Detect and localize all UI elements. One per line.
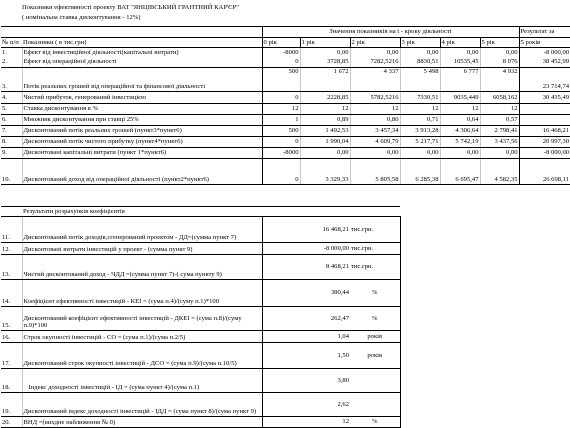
header-num: № п/п bbox=[1, 38, 22, 48]
header-indicator: Показники ( в тис.грн) bbox=[22, 38, 262, 48]
table-row: 3. Потік реальних грошей від операційної та фінансової діяльності 500 1 672 4 337 5 498 6 777 4 932 23 714,74 bbox=[2, 68, 570, 91]
header-result-sub: 5 років bbox=[519, 38, 570, 48]
table-row: 4. Чистий прибуток, генерований інвестицією 0 2228,85 5782,5216 7330,51 9035,449 6058,162 30 435,49 bbox=[1, 92, 570, 104]
sheet-title: Показники ефективності проекту ВАТ "ЯНЦІВСЬКИЙ ГРАНТНИЙ КАР'ЄР" bbox=[22, 4, 239, 11]
coef-row: 15. Дисконтований коефіцієнт ефективності інвестицій - ДКЕІ = (сума п.8)/(суму п.9)*100 262,47 % bbox=[1, 307, 400, 331]
header-result: Результат за bbox=[519, 27, 570, 38]
coefficients-table bbox=[1, 206, 401, 428]
indicators-table bbox=[1, 26, 570, 185]
header-year-0: 0 рік bbox=[262, 38, 300, 48]
header-year-3: 3 рік bbox=[400, 38, 440, 48]
coef-row: 18. Індекс доходності інвестицій - ІД = (сума пункт 4)/(сума п.1) 3,80 bbox=[1, 369, 400, 393]
table-row: 9. Дисконтовані капітальні витрати (пункт 1*пункт6) -8000 0,00 0,00 0,00 0,00 0,00 -8 000,00 bbox=[1, 148, 570, 159]
table-row: 5. Ставка дисконтування в % 12 12 12 12 12 12 bbox=[1, 104, 570, 115]
coef-row: 12. Дисконтовані витрати інвестицій у проект - (сумма пункт 9) -8 000,00 тис.грн. bbox=[1, 243, 400, 255]
table-row: 7. Дисконтований потік реальних грошей (пункт3*пункт6) 500 1 492,53 3 457,34 3 913,28 4 306,64 2 798,41 16 468,21 bbox=[1, 126, 570, 137]
table-row: 10. Дисконтований доход від операційної діяльності (пункт2*пункт6) 0 3 329,33 5 805,58 6 285,38 6 695,47 4 582,35 26 698,11 bbox=[1, 159, 570, 185]
coef-title: Результати розрахунків коефіцієнтів bbox=[22, 207, 400, 217]
coef-row: 17. Дисконтований строк окупності інвестицій - ДСО = (сума п.9)/(сума п.10/5) 1,50 років bbox=[1, 343, 400, 369]
header-year-5: 5 рік bbox=[480, 38, 519, 48]
sheet-subtitle: ( номінальна ставка дисконтування - 12%) bbox=[22, 14, 141, 21]
table-row: 2. Ефект від операційної діяльності 0 3728,85 7282,5216 8830,51 10535,45 8 076 38 452,99 bbox=[1, 58, 570, 68]
table-row: 8. Дисконтований потік чистого прибутку (пункт4*пункт6) 0 1 990,04 4 609,79 5 217,71 5 742,19 3 437,56 20 997,30 bbox=[1, 137, 570, 148]
coef-row: 14. Коефіцієнт ефективності інвестицій - КЕІ = (сума п.4)/(суму п.1)*100 380,44 % bbox=[1, 280, 400, 307]
coef-row: 16. Строк окупності інвестицій - СО = (сума п.1)/(сума п.2/5) 1,04 років bbox=[1, 331, 400, 343]
header-year-1: 1 рік bbox=[300, 38, 350, 48]
coef-row: 13. Чистий дисконтований доход - ЧДД =(сумма пункт 7)-( сума пункту 9) 8 468,21 тис.грн. bbox=[1, 255, 400, 280]
header-group: Значення показників на t - кроку діяльності bbox=[262, 27, 519, 38]
coef-row: 20. ВНД =(вихдне наближення № 0) 12 % bbox=[1, 417, 400, 428]
coef-row: 11. Дисконтований потік доходів,сгенерований проектом - ДД=(сумма пункт 7) 16 468,21 тис.грн. bbox=[1, 217, 400, 243]
header-year-2: 2 рік bbox=[350, 38, 400, 48]
table-row: 1. Ефект від інвестиційної діяльності(капітальні витрати) -8000 0,00 0,00 0,00 0,00 0,00 -8 000,00 bbox=[2, 48, 570, 56]
coef-row: 19. Дисконтований індекс доходності інвестицій - ІДД = (сума пункт 8)/(сума пункт 9) 2,62 bbox=[1, 393, 400, 417]
header-year-4: 4 рік bbox=[440, 38, 480, 48]
table-row: 6. Множник дисконтування при ставці 25% 1 0,89 0,80 0,71 0,64 0,57 bbox=[1, 115, 570, 126]
